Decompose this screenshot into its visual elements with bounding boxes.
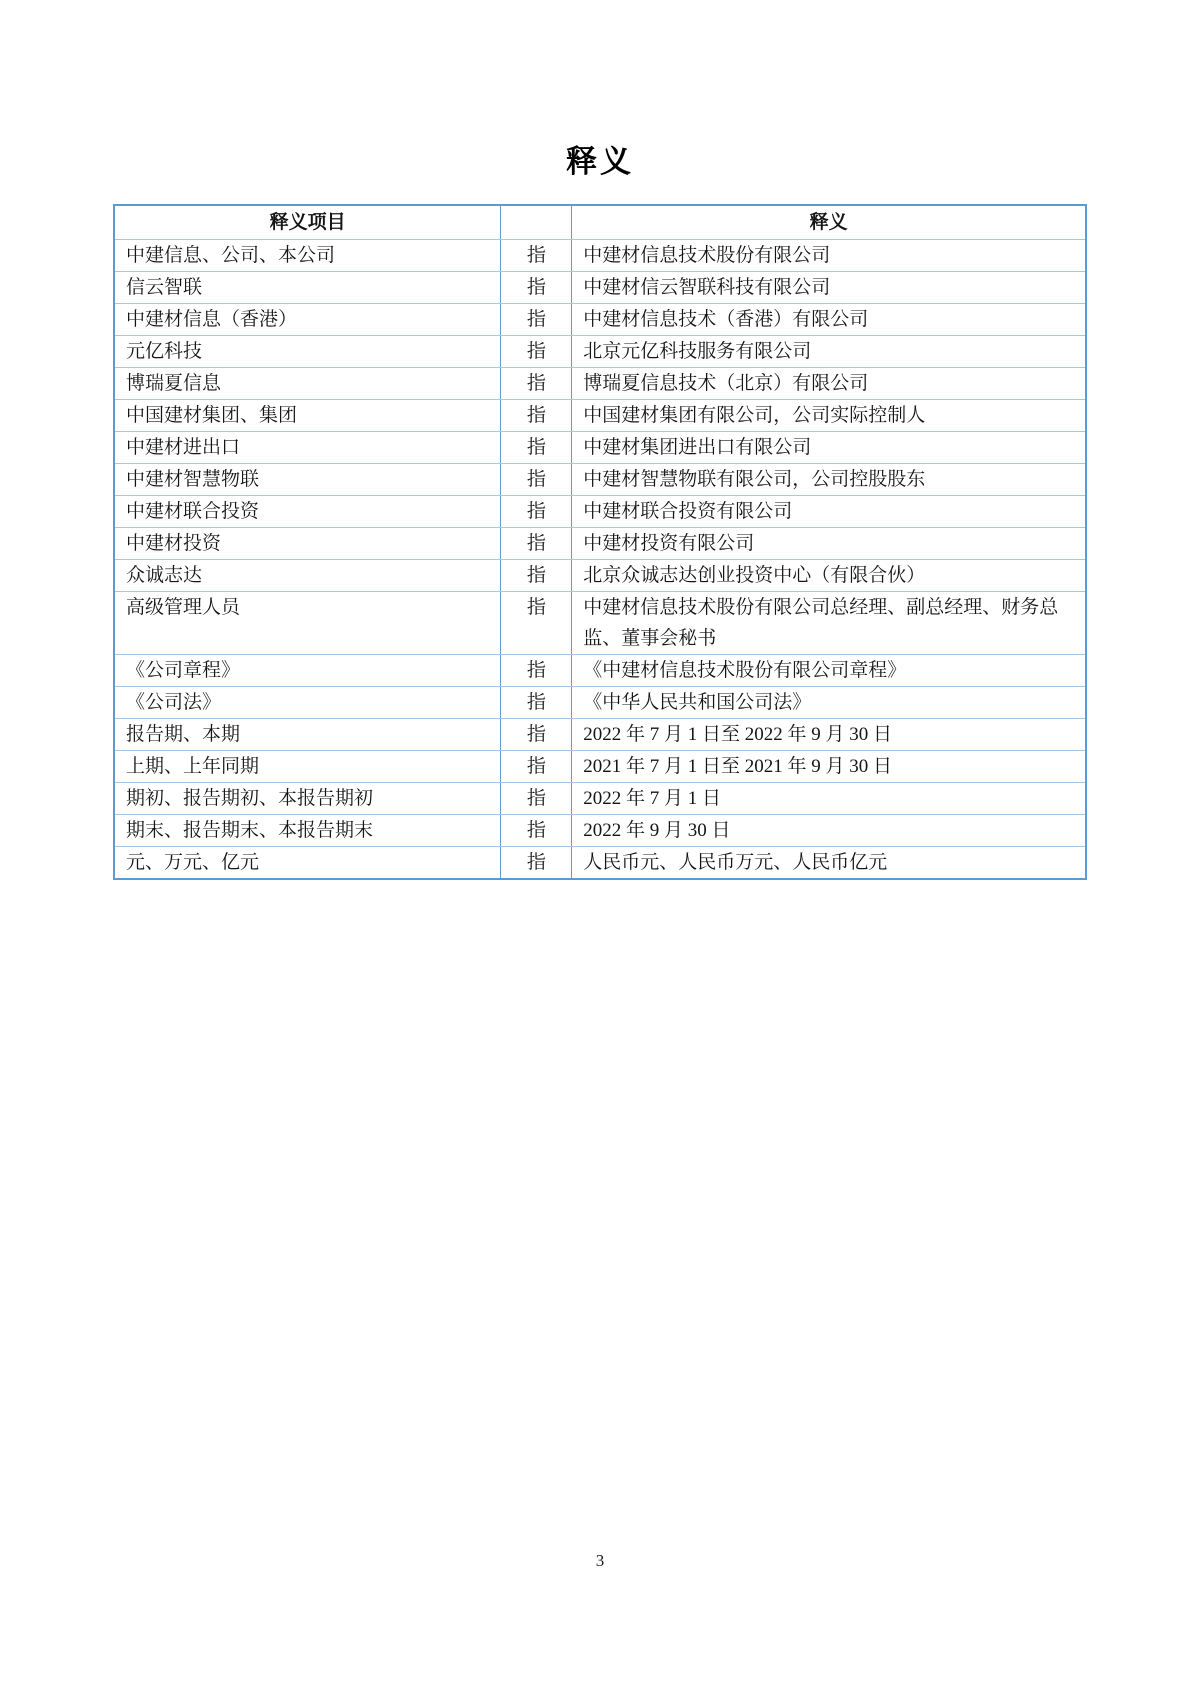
table-row bbox=[114, 528, 1086, 560]
indicator-cell: 指 bbox=[501, 272, 572, 304]
indicator-cell: 指 bbox=[501, 719, 572, 751]
definition-cell: 2021 年 7 月 1 日至 2021 年 9 月 30 日 bbox=[572, 751, 1086, 783]
definitions-table bbox=[113, 204, 1087, 880]
definition-cell: 《中建材信息技术股份有限公司章程》 bbox=[572, 655, 1086, 687]
indicator-cell: 指 bbox=[501, 592, 572, 655]
term-cell: 高级管理人员 bbox=[114, 592, 501, 655]
table-row bbox=[114, 847, 1086, 880]
term-cell: 《公司法》 bbox=[114, 687, 501, 719]
table-row bbox=[114, 464, 1086, 496]
indicator-cell: 指 bbox=[501, 847, 572, 880]
indicator-cell: 指 bbox=[501, 560, 572, 592]
definition-cell: 中建材投资有限公司 bbox=[572, 528, 1086, 560]
definition-cell: 2022 年 9 月 30 日 bbox=[572, 815, 1086, 847]
table-row bbox=[114, 272, 1086, 304]
indicator-cell: 指 bbox=[501, 336, 572, 368]
table-row bbox=[114, 496, 1086, 528]
term-cell: 中建材智慧物联 bbox=[114, 464, 501, 496]
term-cell: 元亿科技 bbox=[114, 336, 501, 368]
definitions-table-body bbox=[114, 240, 1086, 880]
term-cell: 元、万元、亿元 bbox=[114, 847, 501, 880]
term-cell: 中建材信息（香港） bbox=[114, 304, 501, 336]
term-cell: 中建材进出口 bbox=[114, 432, 501, 464]
term-cell: 信云智联 bbox=[114, 272, 501, 304]
term-cell: 《公司章程》 bbox=[114, 655, 501, 687]
definition-cell: 中建材信云智联科技有限公司 bbox=[572, 272, 1086, 304]
definition-cell: 中国建材集团有限公司，公司实际控制人 bbox=[572, 400, 1086, 432]
indicator-cell: 指 bbox=[501, 240, 572, 272]
term-cell: 中建材联合投资 bbox=[114, 496, 501, 528]
indicator-cell: 指 bbox=[501, 655, 572, 687]
indicator-cell: 指 bbox=[501, 400, 572, 432]
term-cell: 期初、报告期初、本报告期初 bbox=[114, 783, 501, 815]
table-header-term: 释义项目 bbox=[114, 205, 501, 240]
table-row bbox=[114, 304, 1086, 336]
definition-cell: 2022 年 7 月 1 日 bbox=[572, 783, 1086, 815]
indicator-cell: 指 bbox=[501, 687, 572, 719]
table-row bbox=[114, 815, 1086, 847]
table-header-row bbox=[114, 205, 1086, 240]
term-cell: 众诚志达 bbox=[114, 560, 501, 592]
term-cell: 中国建材集团、集团 bbox=[114, 400, 501, 432]
definition-cell: 中建材联合投资有限公司 bbox=[572, 496, 1086, 528]
term-cell: 中建材投资 bbox=[114, 528, 501, 560]
table-row bbox=[114, 751, 1086, 783]
definition-cell: 2022 年 7 月 1 日至 2022 年 9 月 30 日 bbox=[572, 719, 1086, 751]
table-row bbox=[114, 336, 1086, 368]
term-cell: 上期、上年同期 bbox=[114, 751, 501, 783]
term-cell: 中建信息、公司、本公司 bbox=[114, 240, 501, 272]
table-row bbox=[114, 368, 1086, 400]
table-header-definition: 释义 bbox=[572, 205, 1086, 240]
definition-cell: 中建材信息技术（香港）有限公司 bbox=[572, 304, 1086, 336]
definition-cell: 博瑞夏信息技术（北京）有限公司 bbox=[572, 368, 1086, 400]
definition-cell: 北京元亿科技服务有限公司 bbox=[572, 336, 1086, 368]
definitions-table-head bbox=[114, 205, 1086, 240]
definition-cell: 北京众诚志达创业投资中心（有限合伙） bbox=[572, 560, 1086, 592]
indicator-cell: 指 bbox=[501, 751, 572, 783]
table-row bbox=[114, 560, 1086, 592]
table-row bbox=[114, 719, 1086, 751]
indicator-cell: 指 bbox=[501, 815, 572, 847]
term-cell: 博瑞夏信息 bbox=[114, 368, 501, 400]
definition-cell: 中建材智慧物联有限公司，公司控股股东 bbox=[572, 464, 1086, 496]
table-row bbox=[114, 783, 1086, 815]
page-title: 释义 bbox=[566, 144, 634, 179]
indicator-cell: 指 bbox=[501, 432, 572, 464]
indicator-cell: 指 bbox=[501, 496, 572, 528]
table-header-mid bbox=[501, 205, 572, 240]
definition-cell: 中建材信息技术股份有限公司总经理、副总经理、财务总监、董事会秘书 bbox=[572, 592, 1086, 655]
definition-cell: 中建材集团进出口有限公司 bbox=[572, 432, 1086, 464]
page-number: 3 bbox=[595, 1551, 605, 1570]
definitions-table-container bbox=[113, 204, 1087, 880]
indicator-cell: 指 bbox=[501, 368, 572, 400]
table-row bbox=[114, 655, 1086, 687]
definition-cell: 《中华人民共和国公司法》 bbox=[572, 687, 1086, 719]
table-row bbox=[114, 400, 1086, 432]
table-row bbox=[114, 687, 1086, 719]
table-row bbox=[114, 592, 1086, 655]
term-cell: 期末、报告期末、本报告期末 bbox=[114, 815, 501, 847]
indicator-cell: 指 bbox=[501, 304, 572, 336]
term-cell: 报告期、本期 bbox=[114, 719, 501, 751]
indicator-cell: 指 bbox=[501, 528, 572, 560]
indicator-cell: 指 bbox=[501, 783, 572, 815]
table-row bbox=[114, 432, 1086, 464]
definition-cell: 人民币元、人民币万元、人民币亿元 bbox=[572, 847, 1086, 880]
table-row bbox=[114, 240, 1086, 272]
definition-cell: 中建材信息技术股份有限公司 bbox=[572, 240, 1086, 272]
indicator-cell: 指 bbox=[501, 464, 572, 496]
